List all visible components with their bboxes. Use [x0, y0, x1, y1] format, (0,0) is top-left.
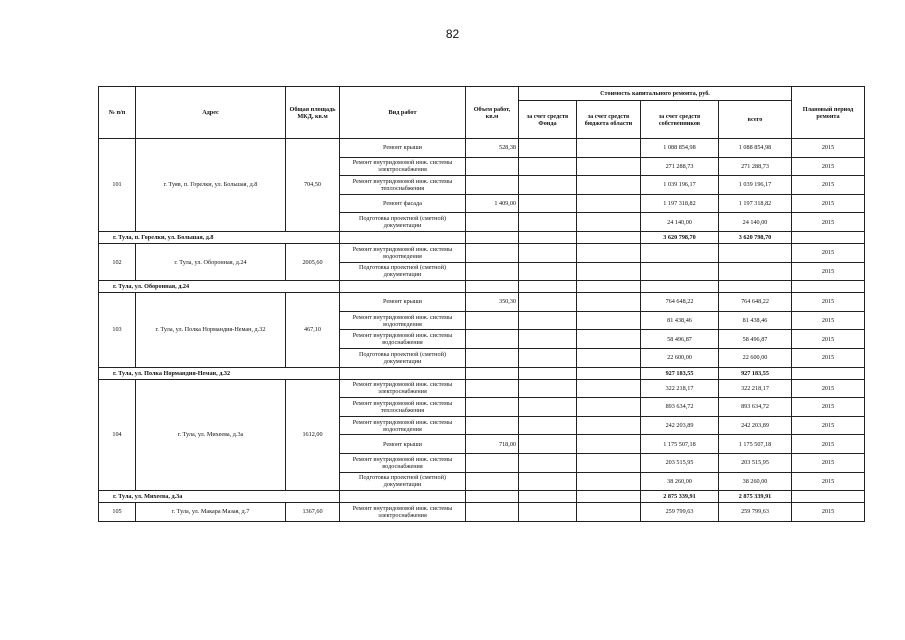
subtotal-row — [99, 281, 865, 293]
fund-cell — [519, 194, 577, 213]
region-cell — [577, 293, 641, 312]
repair-table — [98, 86, 865, 522]
total-cell: 203 515,95 — [719, 453, 792, 472]
volume-cell — [466, 348, 519, 367]
area-cell: 2005,60 — [286, 243, 340, 280]
subtotal-fund-cell — [519, 281, 577, 293]
volume-cell: 1 409,00 — [466, 194, 519, 213]
owners-cell: 242 203,89 — [641, 416, 719, 435]
owners-cell: 1 197 318,82 — [641, 194, 719, 213]
work-type-cell: Ремонт внутридомовой инж. системы электроснабжения — [340, 379, 466, 398]
total-cell: 58 496,87 — [719, 330, 792, 349]
work-type-cell: Ремонт крыши — [340, 139, 466, 158]
region-cell — [577, 176, 641, 195]
fund-cell — [519, 503, 577, 522]
region-cell — [577, 472, 641, 491]
total-cell: 1 175 507,18 — [719, 435, 792, 454]
fund-cell — [519, 348, 577, 367]
volume-cell — [466, 213, 519, 232]
total-cell: 271 288,73 — [719, 157, 792, 176]
header-period: Плановый период ремонта — [792, 87, 865, 139]
header-region: за счет средств бюджета области — [577, 101, 641, 139]
total-cell: 1 197 318,82 — [719, 194, 792, 213]
header-owners: за счет средств собственников — [641, 101, 719, 139]
period-cell: 2015 — [792, 416, 865, 435]
work-type-cell: Подготовка проектной (сметной) документации — [340, 348, 466, 367]
subtotal-label: г. Тула, ул. Михеева, д.3а — [99, 491, 340, 503]
subtotal-work-cell — [340, 231, 466, 243]
subtotal-region-cell — [577, 231, 641, 243]
owners-cell: 764 648,22 — [641, 293, 719, 312]
subtotal-total-cell — [719, 281, 792, 293]
region-cell — [577, 503, 641, 522]
period-cell: 2015 — [792, 503, 865, 522]
fund-cell — [519, 262, 577, 281]
work-type-cell: Подготовка проектной (сметной) документации — [340, 472, 466, 491]
address-cell: г. Тула, ул. Полка Нормандия-Неман, д.32 — [136, 293, 286, 367]
region-cell — [577, 330, 641, 349]
fund-cell — [519, 139, 577, 158]
period-cell: 2015 — [792, 243, 865, 262]
volume-cell: 528,38 — [466, 139, 519, 158]
region-cell — [577, 139, 641, 158]
work-type-cell: Подготовка проектной (сметной) документации — [340, 213, 466, 232]
fund-cell — [519, 416, 577, 435]
subtotal-region-cell — [577, 281, 641, 293]
period-cell: 2015 — [792, 379, 865, 398]
subtotal-period-cell — [792, 367, 865, 379]
address-cell: г. Туяв, п. Горелки, ул. Большая, д.8 — [136, 139, 286, 232]
row-num: 102 — [99, 243, 136, 280]
region-cell — [577, 157, 641, 176]
address-cell: г. Тула, ул. Макара Мазая, д.7 — [136, 503, 286, 522]
subtotal-period-cell — [792, 231, 865, 243]
owners-cell: 81 438,46 — [641, 311, 719, 330]
period-cell: 2015 — [792, 293, 865, 312]
work-type-cell: Ремонт внутридомовой инж. системы теплоснабжения — [340, 398, 466, 417]
header-cost-group: Стоимость капитального ремонта, руб. — [519, 87, 792, 101]
work-type-cell: Ремонт фасада — [340, 194, 466, 213]
total-cell: 322 218,17 — [719, 379, 792, 398]
work-type-cell: Ремонт внутридомовой инж. системы водоотведения — [340, 243, 466, 262]
volume-cell — [466, 157, 519, 176]
total-cell: 22 600,00 — [719, 348, 792, 367]
volume-cell — [466, 262, 519, 281]
row-num: 105 — [99, 503, 136, 522]
volume-cell — [466, 243, 519, 262]
region-cell — [577, 398, 641, 417]
volume-cell — [466, 311, 519, 330]
table-row — [99, 139, 865, 158]
total-cell: 259 799,63 — [719, 503, 792, 522]
subtotal-fund-cell — [519, 231, 577, 243]
owners-cell: 203 515,95 — [641, 453, 719, 472]
owners-cell — [641, 243, 719, 262]
header-fund: за счет средств Фонда — [519, 101, 577, 139]
work-type-cell: Ремонт крыши — [340, 293, 466, 312]
row-num: 104 — [99, 379, 136, 491]
volume-cell — [466, 330, 519, 349]
owners-cell: 1 039 196,17 — [641, 176, 719, 195]
total-cell: 1 088 854,98 — [719, 139, 792, 158]
subtotal-row — [99, 367, 865, 379]
subtotal-label: г. Тула, п. Горелки, ул. Большая, д.8 — [99, 231, 340, 243]
region-cell — [577, 262, 641, 281]
work-type-cell: Ремонт внутридомовой инж. системы электроснабжения — [340, 157, 466, 176]
work-type-cell: Ремонт внутридомовой инж. системы водоснабжения — [340, 330, 466, 349]
fund-cell — [519, 213, 577, 232]
fund-cell — [519, 293, 577, 312]
volume-cell — [466, 379, 519, 398]
volume-cell — [466, 472, 519, 491]
total-cell: 242 203,89 — [719, 416, 792, 435]
period-cell: 2015 — [792, 398, 865, 417]
subtotal-row — [99, 231, 865, 243]
fund-cell — [519, 472, 577, 491]
total-cell: 38 260,00 — [719, 472, 792, 491]
owners-cell — [641, 262, 719, 281]
subtotal-label: г. Тула, ул. Полка Нормандия-Неман, д.32 — [99, 367, 340, 379]
work-type-cell: Ремонт внутридомовой инж. системы теплоснабжения — [340, 176, 466, 195]
subtotal-total-cell: 2 875 339,91 — [719, 491, 792, 503]
period-cell: 2015 — [792, 213, 865, 232]
volume-cell — [466, 503, 519, 522]
volume-cell — [466, 176, 519, 195]
table-row — [99, 243, 865, 262]
volume-cell: 350,30 — [466, 293, 519, 312]
fund-cell — [519, 311, 577, 330]
total-cell: 24 140,00 — [719, 213, 792, 232]
period-cell: 2015 — [792, 139, 865, 158]
region-cell — [577, 453, 641, 472]
area-cell: 467,10 — [286, 293, 340, 367]
area-cell: 1367,60 — [286, 503, 340, 522]
fund-cell — [519, 398, 577, 417]
region-cell — [577, 416, 641, 435]
owners-cell: 22 600,00 — [641, 348, 719, 367]
fund-cell — [519, 435, 577, 454]
owners-cell: 1 088 854,98 — [641, 139, 719, 158]
work-type-cell: Подготовка проектной (сметной) документации — [340, 262, 466, 281]
work-type-cell: Ремонт внутридомовой инж. системы водоотведения — [340, 416, 466, 435]
volume-cell — [466, 398, 519, 417]
owners-cell: 322 218,17 — [641, 379, 719, 398]
fund-cell — [519, 379, 577, 398]
owners-cell: 893 634,72 — [641, 398, 719, 417]
header-volume: Объем работ, кв.м — [466, 87, 519, 139]
subtotal-owners-cell: 927 183,55 — [641, 367, 719, 379]
subtotal-period-cell — [792, 281, 865, 293]
subtotal-work-cell — [340, 367, 466, 379]
fund-cell — [519, 243, 577, 262]
subtotal-owners-cell: 2 875 339,91 — [641, 491, 719, 503]
fund-cell — [519, 453, 577, 472]
area-cell: 704,50 — [286, 139, 340, 232]
subtotal-volume-cell — [466, 281, 519, 293]
period-cell: 2015 — [792, 435, 865, 454]
work-type-cell: Ремонт внутридомовой инж. системы водоснабжения — [340, 453, 466, 472]
table-row — [99, 379, 865, 398]
owners-cell: 1 175 507,18 — [641, 435, 719, 454]
period-cell: 2015 — [792, 330, 865, 349]
region-cell — [577, 311, 641, 330]
header-area: Общая площадь МКД, кв.м — [286, 87, 340, 139]
fund-cell — [519, 157, 577, 176]
total-cell — [719, 262, 792, 281]
address-cell: г. Тула, ул. Оборонная, д.24 — [136, 243, 286, 280]
total-cell: 81 438,46 — [719, 311, 792, 330]
page-number: 82 — [445, 27, 460, 41]
period-cell: 2015 — [792, 453, 865, 472]
subtotal-volume-cell — [466, 231, 519, 243]
subtotal-total-cell: 927 183,55 — [719, 367, 792, 379]
subtotal-region-cell — [577, 367, 641, 379]
header-total: всего — [719, 101, 792, 139]
subtotal-work-cell — [340, 281, 466, 293]
period-cell: 2015 — [792, 262, 865, 281]
subtotal-total-cell: 3 620 798,70 — [719, 231, 792, 243]
total-cell: 1 039 196,17 — [719, 176, 792, 195]
table-row — [99, 503, 865, 522]
row-num: 103 — [99, 293, 136, 367]
region-cell — [577, 194, 641, 213]
subtotal-work-cell — [340, 491, 466, 503]
total-cell — [719, 243, 792, 262]
subtotal-row — [99, 491, 865, 503]
volume-cell — [466, 416, 519, 435]
owners-cell: 58 496,87 — [641, 330, 719, 349]
work-type-cell: Ремонт крыши — [340, 435, 466, 454]
subtotal-volume-cell — [466, 367, 519, 379]
fund-cell — [519, 330, 577, 349]
region-cell — [577, 435, 641, 454]
region-cell — [577, 243, 641, 262]
subtotal-label: г. Тула, ул. Оборонная, д.24 — [99, 281, 340, 293]
total-cell: 764 648,22 — [719, 293, 792, 312]
owners-cell: 38 260,00 — [641, 472, 719, 491]
work-type-cell: Ремонт внутридомовой инж. системы водоотведения — [340, 311, 466, 330]
total-cell: 893 634,72 — [719, 398, 792, 417]
subtotal-region-cell — [577, 491, 641, 503]
work-type-cell: Ремонт внутридомовой инж. системы электроснабжения — [340, 503, 466, 522]
header-num: № п/п — [99, 87, 136, 139]
address-cell: г. Тула, ул. Михеева, д.3а — [136, 379, 286, 491]
table-body — [99, 139, 865, 522]
owners-cell: 271 288,73 — [641, 157, 719, 176]
row-num: 101 — [99, 139, 136, 232]
subtotal-fund-cell — [519, 367, 577, 379]
subtotal-fund-cell — [519, 491, 577, 503]
period-cell: 2015 — [792, 157, 865, 176]
area-cell: 1612,00 — [286, 379, 340, 491]
region-cell — [577, 348, 641, 367]
period-cell: 2015 — [792, 472, 865, 491]
subtotal-volume-cell — [466, 491, 519, 503]
owners-cell: 259 799,63 — [641, 503, 719, 522]
volume-cell: 718,00 — [466, 435, 519, 454]
subtotal-period-cell — [792, 491, 865, 503]
owners-cell: 24 140,00 — [641, 213, 719, 232]
subtotal-owners-cell — [641, 281, 719, 293]
region-cell — [577, 379, 641, 398]
header-address: Адрес — [136, 87, 286, 139]
period-cell: 2015 — [792, 176, 865, 195]
header-work-type: Вид работ — [340, 87, 466, 139]
table-row — [99, 293, 865, 312]
fund-cell — [519, 176, 577, 195]
subtotal-owners-cell: 3 620 798,70 — [641, 231, 719, 243]
period-cell: 2015 — [792, 348, 865, 367]
volume-cell — [466, 453, 519, 472]
region-cell — [577, 213, 641, 232]
period-cell: 2015 — [792, 194, 865, 213]
period-cell: 2015 — [792, 311, 865, 330]
